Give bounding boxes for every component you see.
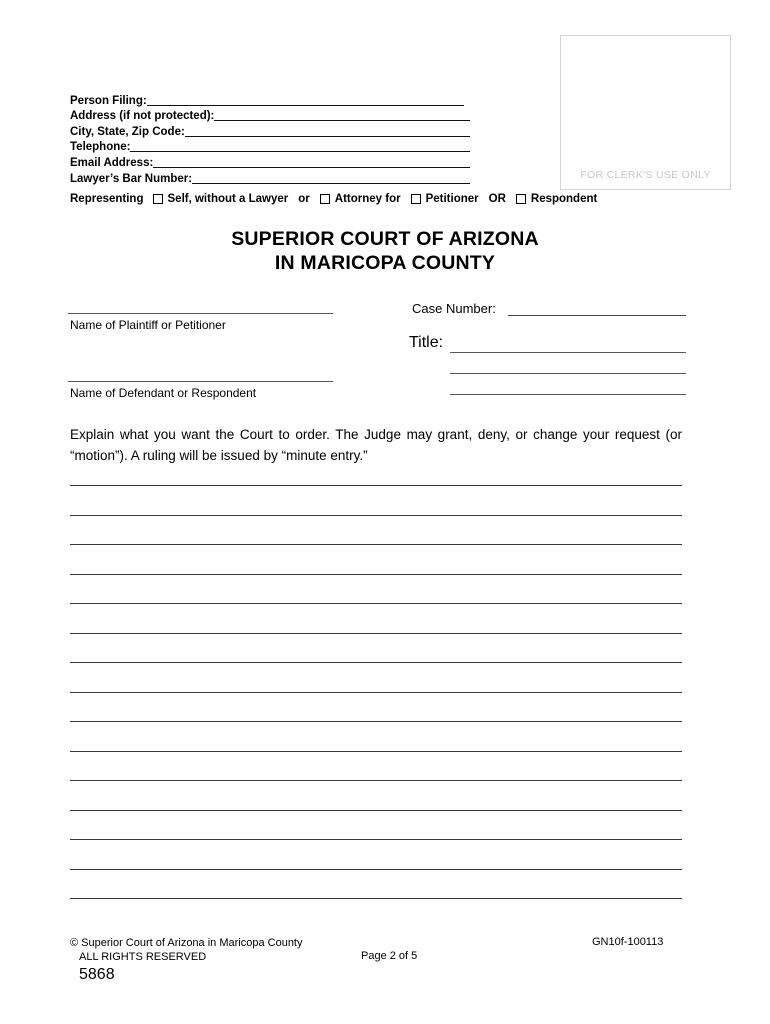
title-label: Title:	[409, 334, 444, 351]
checkbox-self-without-lawyer[interactable]	[153, 194, 163, 204]
response-line[interactable]	[70, 633, 682, 634]
field-city-state-zip-label: City, State, Zip Code:	[70, 125, 185, 138]
response-line[interactable]	[70, 692, 682, 693]
field-city-state-zip-rule	[185, 136, 470, 137]
case-number-label: Case Number:	[412, 301, 496, 316]
field-city-state-zip[interactable]	[70, 123, 470, 139]
plaintiff-name-field[interactable]	[68, 313, 333, 314]
footer-stamp-number: 5868	[79, 966, 115, 983]
response-line[interactable]	[70, 603, 682, 604]
response-line[interactable]	[70, 810, 682, 811]
field-telephone-label: Telephone:	[70, 141, 131, 154]
plaintiff-name-label: Name of Plaintiff or Petitioner	[70, 318, 226, 332]
response-line[interactable]	[70, 751, 682, 752]
court-heading-line-1: SUPERIOR COURT OF ARIZONA	[231, 228, 539, 250]
checkbox-respondent-label: Respondent	[530, 193, 598, 205]
checkbox-petitioner-label: Petitioner	[425, 193, 479, 205]
response-line[interactable]	[70, 485, 682, 486]
court-heading-line-2: IN MARICOPA COUNTY	[274, 252, 496, 274]
checkbox-petitioner[interactable]	[411, 194, 421, 204]
filer-info-block	[70, 92, 470, 186]
field-bar-number-rule	[192, 183, 470, 184]
footer-copyright: © Superior Court of Arizona in Maricopa County	[70, 937, 303, 949]
field-email-address-rule	[153, 167, 470, 168]
response-line[interactable]	[70, 515, 682, 516]
footer-page-number: Page 2 of 5	[361, 950, 418, 962]
field-bar-number[interactable]	[70, 170, 470, 186]
response-line[interactable]	[70, 662, 682, 663]
field-person-filing-rule	[147, 105, 464, 106]
response-line[interactable]	[70, 574, 682, 575]
response-line[interactable]	[70, 839, 682, 840]
title-field-line-3[interactable]	[450, 394, 686, 395]
response-line[interactable]	[70, 721, 682, 722]
clerk-use-label: FOR CLERK'S USE ONLY	[580, 169, 711, 181]
field-address[interactable]	[70, 108, 470, 124]
field-person-filing[interactable]	[70, 92, 470, 108]
field-telephone-rule	[130, 151, 470, 152]
case-number-field[interactable]	[508, 315, 686, 316]
representing-conjunction-or-upper: OR	[488, 193, 506, 205]
response-line[interactable]	[70, 869, 682, 870]
footer-rights-reserved: ALL RIGHTS RESERVED	[79, 951, 207, 963]
footer-form-code: GN10f-100113	[592, 936, 664, 948]
defendant-name-label: Name of Defendant or Respondent	[70, 386, 257, 400]
court-heading	[0, 227, 770, 275]
checkbox-attorney-for[interactable]	[320, 194, 330, 204]
defendant-name-field[interactable]	[68, 381, 333, 382]
instruction-paragraph: Explain what you want the Court to order. The Judge may grant, deny, or change your request (or “motion”). A ruling will be issued by “minute entry.”	[70, 427, 682, 463]
field-email-address-label: Email Address:	[70, 156, 154, 169]
title-field-line-2[interactable]	[450, 373, 686, 374]
field-telephone[interactable]	[70, 139, 470, 155]
checkbox-respondent[interactable]	[516, 194, 526, 204]
field-email-address[interactable]	[70, 154, 470, 170]
response-line[interactable]	[70, 544, 682, 545]
representing-conjunction-or-lower: or	[298, 193, 310, 205]
checkbox-self-without-lawyer-label: Self, without a Lawyer	[167, 193, 289, 205]
field-address-label: Address (if not protected):	[70, 110, 215, 123]
representing-row	[70, 193, 607, 205]
field-person-filing-label: Person Filing:	[70, 94, 147, 107]
clerk-use-box	[560, 35, 731, 190]
field-address-rule	[214, 120, 470, 121]
title-field-line-1[interactable]	[450, 352, 686, 353]
response-line[interactable]	[70, 898, 682, 899]
response-line[interactable]	[70, 780, 682, 781]
representing-label: Representing	[70, 193, 144, 205]
field-bar-number-label: Lawyer’s Bar Number:	[70, 172, 193, 185]
checkbox-attorney-for-label: Attorney for	[334, 193, 401, 205]
